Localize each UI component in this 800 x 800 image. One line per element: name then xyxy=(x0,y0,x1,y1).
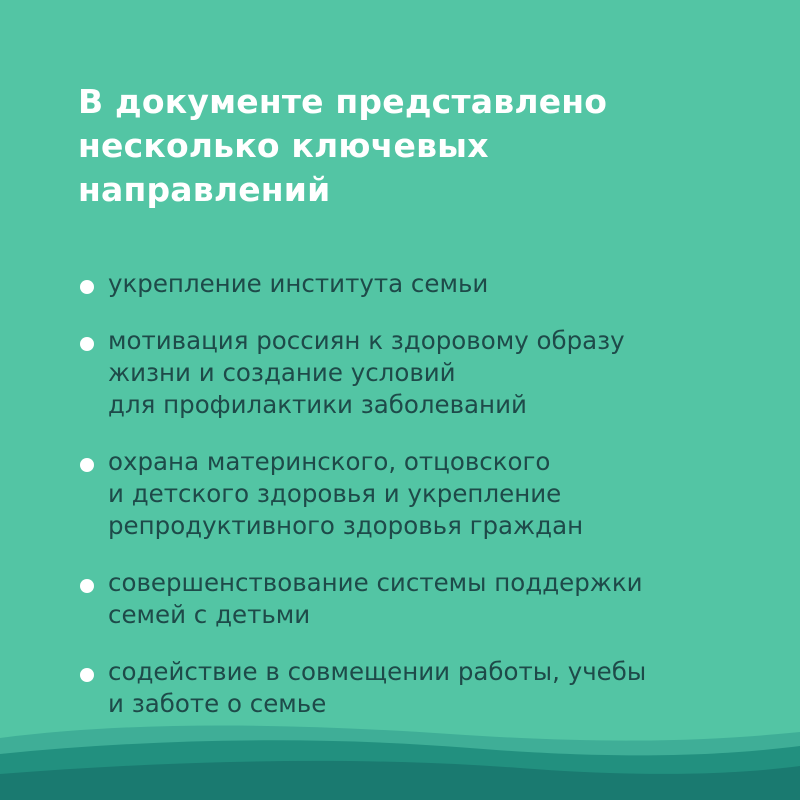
list-item-line: совершенствование системы поддержки xyxy=(108,568,643,597)
list-item xyxy=(78,567,778,631)
decorative-waves xyxy=(0,720,800,800)
bullet-dot-icon xyxy=(80,337,94,351)
list-item xyxy=(78,325,778,421)
list-item-line: охрана материнского, отцовского xyxy=(108,447,551,476)
bullet-dot-icon xyxy=(80,668,94,682)
card-title-line: В документе представлено xyxy=(78,82,608,121)
list-item-line: семей с детьми xyxy=(108,600,311,629)
bullet-dot-icon xyxy=(80,280,94,294)
card-title-line: направлений xyxy=(78,170,331,209)
list-item-line: жизни и создание условий xyxy=(108,358,456,387)
directions-list xyxy=(78,268,778,745)
list-item-line: для профилактики заболеваний xyxy=(108,390,527,419)
list-item-line: репродуктивного здоровья граждан xyxy=(108,511,584,540)
list-item-line: содействие в совмещении работы, учебы xyxy=(108,657,647,686)
list-item-line: и заботе о семье xyxy=(108,689,327,718)
list-item-line: и детского здоровья и укрепление xyxy=(108,479,562,508)
bullet-dot-icon xyxy=(80,579,94,593)
list-item-line: мотивация россиян к здоровому образу xyxy=(108,326,625,355)
card-title xyxy=(78,80,738,212)
list-item xyxy=(78,268,778,300)
list-item xyxy=(78,656,778,720)
card-title-line: несколько ключевых xyxy=(78,126,489,165)
bullet-dot-icon xyxy=(80,458,94,472)
list-item-line: укрепление института семьи xyxy=(108,269,489,298)
list-item xyxy=(78,446,778,542)
